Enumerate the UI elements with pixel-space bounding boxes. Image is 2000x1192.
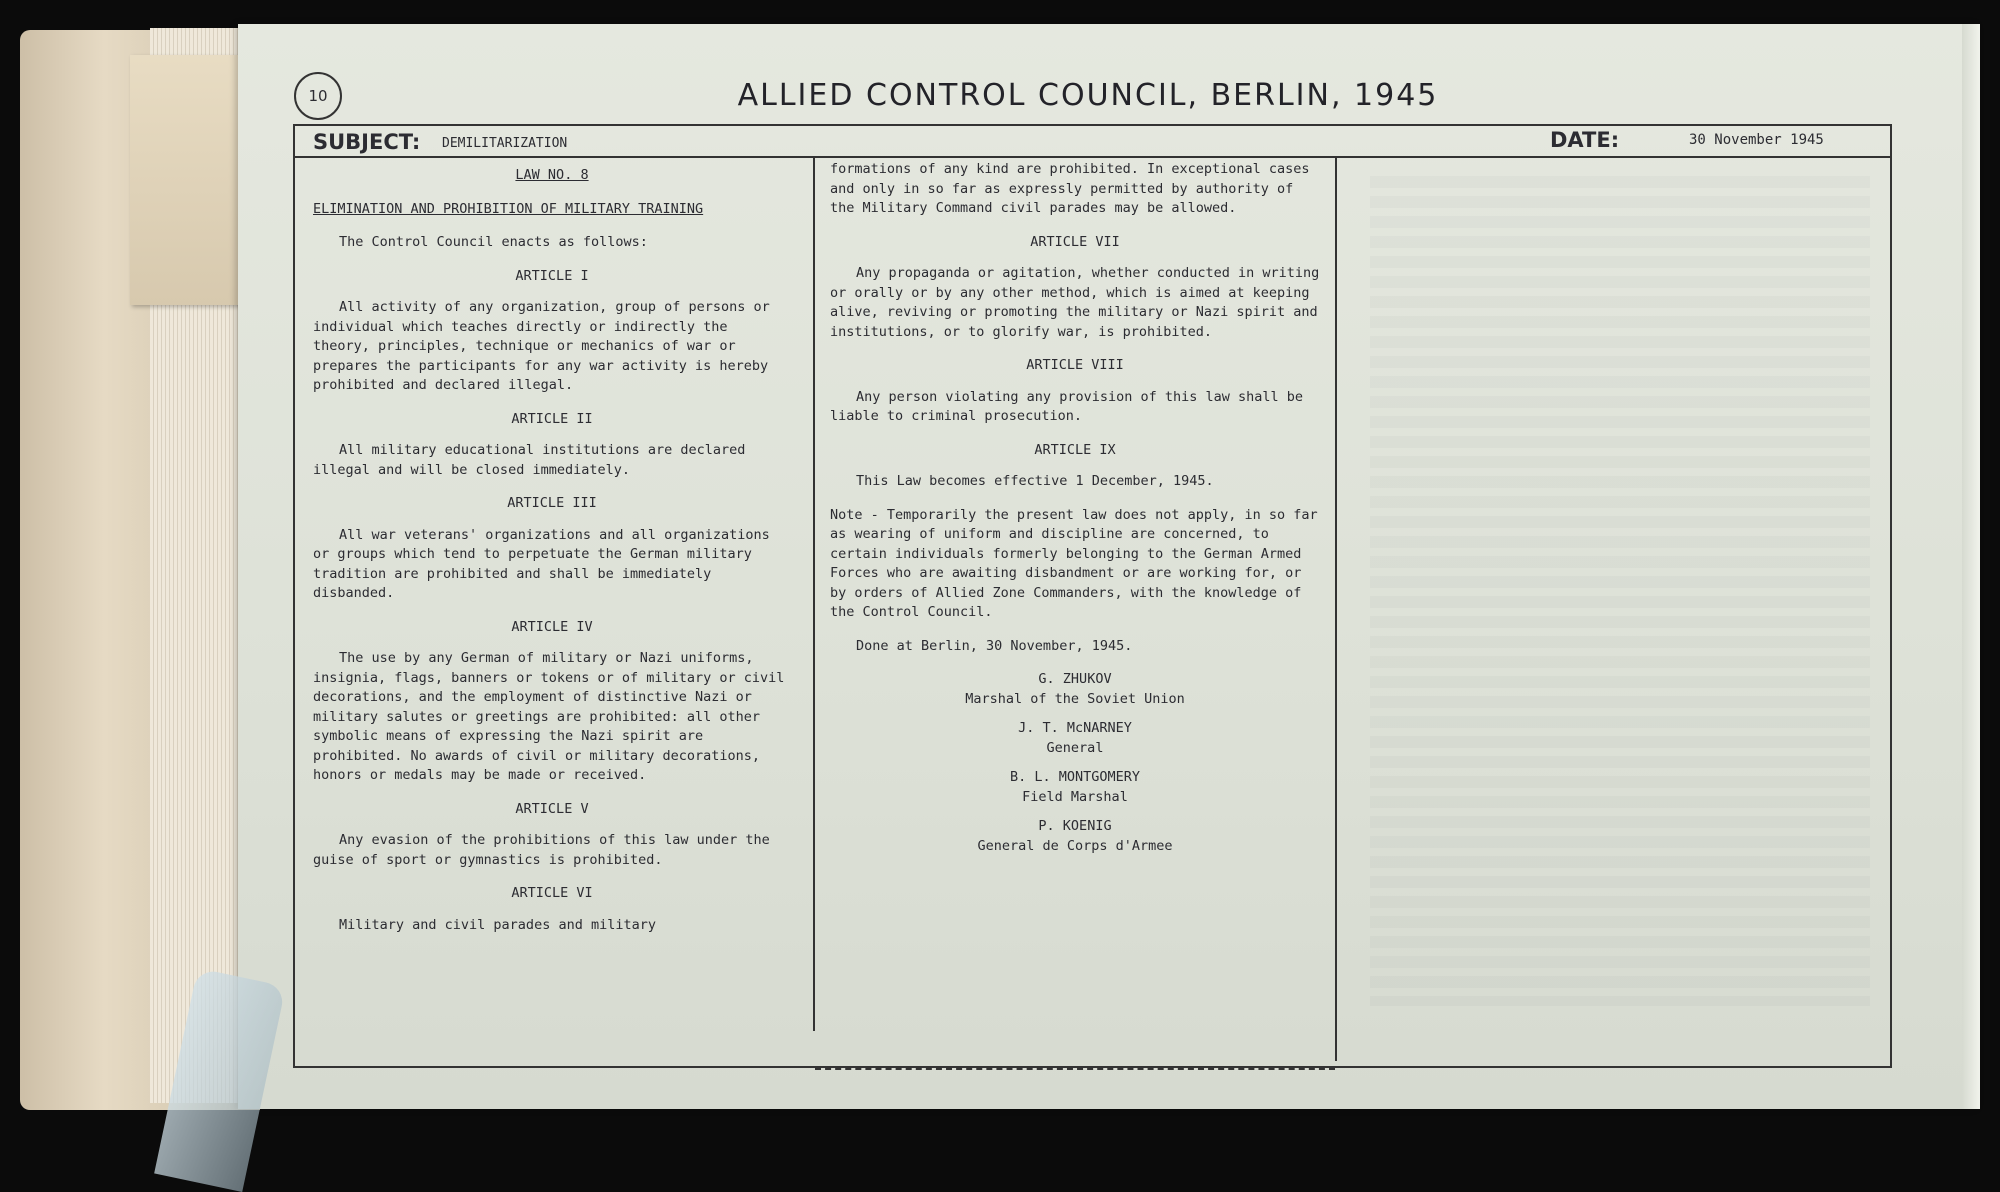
column-divider bbox=[813, 156, 815, 1031]
document-frame bbox=[293, 124, 1892, 1068]
column-middle bbox=[830, 160, 1320, 866]
article-text: This Law becomes effective 1 December, 1945. bbox=[856, 473, 1214, 489]
article-text: All military educational institutions are declared illegal and will be closed immediately. bbox=[313, 442, 746, 478]
signatory-title: General de Corps d'Armee bbox=[977, 837, 1173, 854]
document-page bbox=[238, 24, 1980, 1109]
date-value: 30 November 1945 bbox=[1689, 132, 1824, 148]
article-text: formations of any kind are prohibited. In exceptional cases and only in so far as expressly permitted by authority of the Military Command civil parades may be allowed. bbox=[830, 161, 1310, 216]
article-text: Any evasion of the prohibitions of this law under the guise of sport or gymnastics is prohibited. bbox=[313, 832, 770, 868]
law-number: LAW NO. 8 bbox=[515, 167, 589, 183]
article-text: Any propaganda or agitation, whether conducted in writing or orally or by any other method, which is aimed at keeping alive, reviving or promoting the military or Nazi spirit and institutions, or to glorify war, is prohibited. bbox=[830, 265, 1320, 340]
article-heading: ARTICLE II bbox=[511, 410, 593, 427]
article-text: All activity of any organization, group of persons or individual which teaches directly or indirectly the theory, principles, technique or mechanics of war or prepares the participants for any war activity is hereby prohibited and declared illegal. bbox=[313, 299, 770, 393]
subject-row bbox=[295, 126, 1890, 158]
page-number: 10 bbox=[294, 72, 342, 120]
signatory-name: P. KOENIG bbox=[1038, 818, 1112, 834]
article-heading: ARTICLE VII bbox=[1030, 233, 1120, 250]
article-heading: ARTICLE IX bbox=[1034, 441, 1116, 458]
article-text: The use by any German of military or Nazi uniforms, insignia, flags, banners or tokens or of military or civil decorations, and the employment of distinctive Nazi or military salutes or greetings are prohibited: all other symbolic means of expressing the Nazi spirit are prohibited. No awards of civil or military decorations, honors or medals may be made or received. bbox=[313, 650, 785, 783]
page-title: ALLIED CONTROL COUNCIL, BERLIN, 1945 bbox=[737, 78, 1439, 113]
binder-tab bbox=[130, 55, 240, 305]
bleed-through-text bbox=[1370, 176, 1870, 1006]
signatory bbox=[830, 817, 1320, 856]
signatory bbox=[830, 719, 1320, 758]
done-at-text: Done at Berlin, 30 November, 1945. bbox=[856, 637, 1133, 654]
signatory-title: Field Marshal bbox=[1022, 788, 1128, 805]
article-heading: ARTICLE IV bbox=[511, 618, 593, 635]
subject-label: SUBJECT: bbox=[313, 130, 421, 154]
enacting-clause: The Control Council enacts as follows: bbox=[339, 234, 648, 250]
date-label: DATE: bbox=[1550, 128, 1620, 152]
article-heading: ARTICLE III bbox=[507, 495, 597, 511]
signatory-title: General bbox=[1046, 739, 1104, 756]
column-left bbox=[313, 160, 791, 949]
signatory bbox=[830, 768, 1320, 807]
dashed-separator bbox=[815, 1068, 1335, 1070]
signatory-title: Marshal of the Soviet Union bbox=[965, 690, 1185, 707]
article-text: Military and civil parades and military bbox=[339, 916, 656, 933]
article-text: All war veterans' organizations and all organizations or groups which tend to perpetuate the German military tradition are prohibited and shall be immediately disbanded. bbox=[313, 526, 770, 601]
signatory-name: G. ZHUKOV bbox=[1038, 671, 1112, 687]
note-text: Note - Temporarily the present law does not apply, in so far as wearing of uniform and discipline are concerned, to certain individuals formerly belonging to the German Armed Forces who are awaiting disbandment or are working for, or by orders of Allied Zone Commanders, with the knowledge of the Control Council. bbox=[830, 506, 1318, 620]
article-heading: ARTICLE VI bbox=[511, 885, 593, 901]
column-divider bbox=[1335, 156, 1337, 1061]
law-title: ELIMINATION AND PROHIBITION OF MILITARY TRAINING bbox=[313, 200, 704, 217]
article-heading: ARTICLE I bbox=[515, 267, 589, 284]
page-edge bbox=[1962, 24, 1980, 1109]
signatory-name: B. L. MONTGOMERY bbox=[1009, 769, 1141, 785]
subject-value: DEMILITARIZATION bbox=[442, 136, 568, 151]
signatory bbox=[830, 670, 1320, 709]
article-heading: ARTICLE V bbox=[515, 800, 589, 817]
article-heading: ARTICLE VIII bbox=[1026, 357, 1124, 373]
article-text: Any person violating any provision of this law shall be liable to criminal prosecution. bbox=[830, 388, 1304, 424]
signatory-name: J. T. McNARNEY bbox=[1018, 720, 1132, 736]
